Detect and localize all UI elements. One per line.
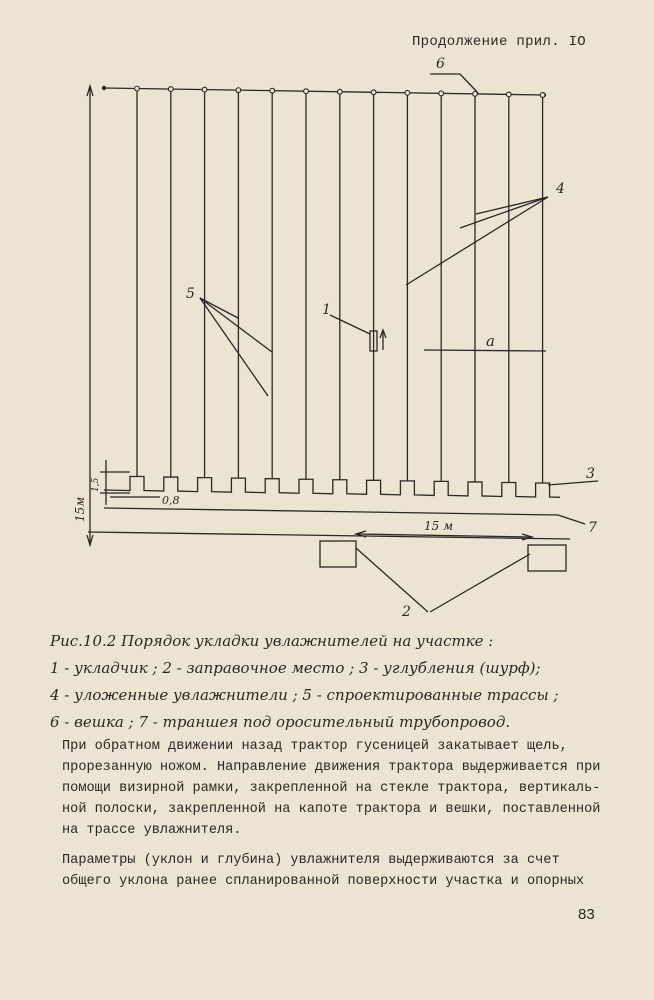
stake-marker	[506, 92, 511, 97]
stake-marker	[304, 89, 309, 94]
label-4: 4	[556, 181, 565, 197]
refuel-place-right	[528, 545, 566, 571]
width-15m-label: 15 м	[424, 519, 454, 533]
refuel-place-left	[320, 541, 356, 567]
stake-marker	[236, 88, 241, 93]
spacing-dimension-line	[424, 350, 546, 351]
caption-line: 4 - уложенные увлажнители ; 5 - спроектированные трассы ;	[50, 686, 559, 704]
label-6: 6	[436, 56, 445, 72]
stake-marker	[371, 90, 376, 95]
label-1: 1	[322, 302, 331, 318]
trench-bottom-line	[104, 508, 558, 515]
label-3: 3	[586, 466, 595, 482]
stake-marker	[540, 93, 545, 98]
body-text	[62, 736, 622, 901]
moisturizer-lines	[137, 89, 543, 483]
depth-label: 1,5	[91, 477, 101, 492]
stake-marker	[405, 90, 410, 95]
caption-line: Рис.10.2 Порядок укладки увлажнителей на участке :	[50, 632, 494, 650]
gap-label: 0,8	[162, 494, 180, 507]
stake-marker	[202, 87, 207, 92]
stake-marker	[270, 88, 275, 93]
caption-line: 6 - вешка ; 7 - траншея под оросительный трубопровод.	[50, 713, 511, 731]
label-7: 7	[588, 520, 597, 536]
stake-marker	[168, 87, 173, 92]
page-header: Продолжение прил. IO	[411, 34, 586, 50]
figure-caption	[50, 628, 610, 736]
page-number: 83	[578, 906, 595, 923]
stake-marker	[439, 91, 444, 96]
caption-line: 1 - укладчик ; 2 - заправочное место ; 3 - углубления (шурф);	[50, 659, 541, 677]
base-line	[88, 532, 570, 539]
stake-marker	[135, 86, 140, 91]
label-2: 2	[402, 604, 411, 620]
paragraph: Параметры (уклон и глубина) увлажнителя выдерживаются за счет общего уклона ранее спланированной поверхности участка и опорных	[62, 853, 585, 889]
label-a: a	[486, 332, 495, 350]
paragraph: При обратном движении назад трактор гусеницей закатывает щель, прорезанную ножом. Направление движения трактора выдерживается при помощи визирной рамки, закрепленной на стекле трактора, вертикаль- ной полоски, закрепленной на капоте трактора и вешки, поставленной на трассе увлажнителя.	[62, 739, 601, 838]
stake-marker	[337, 89, 342, 94]
label-5: 5	[186, 286, 195, 302]
height-15m-label: 15м	[73, 496, 87, 522]
stake-marker	[473, 92, 478, 97]
